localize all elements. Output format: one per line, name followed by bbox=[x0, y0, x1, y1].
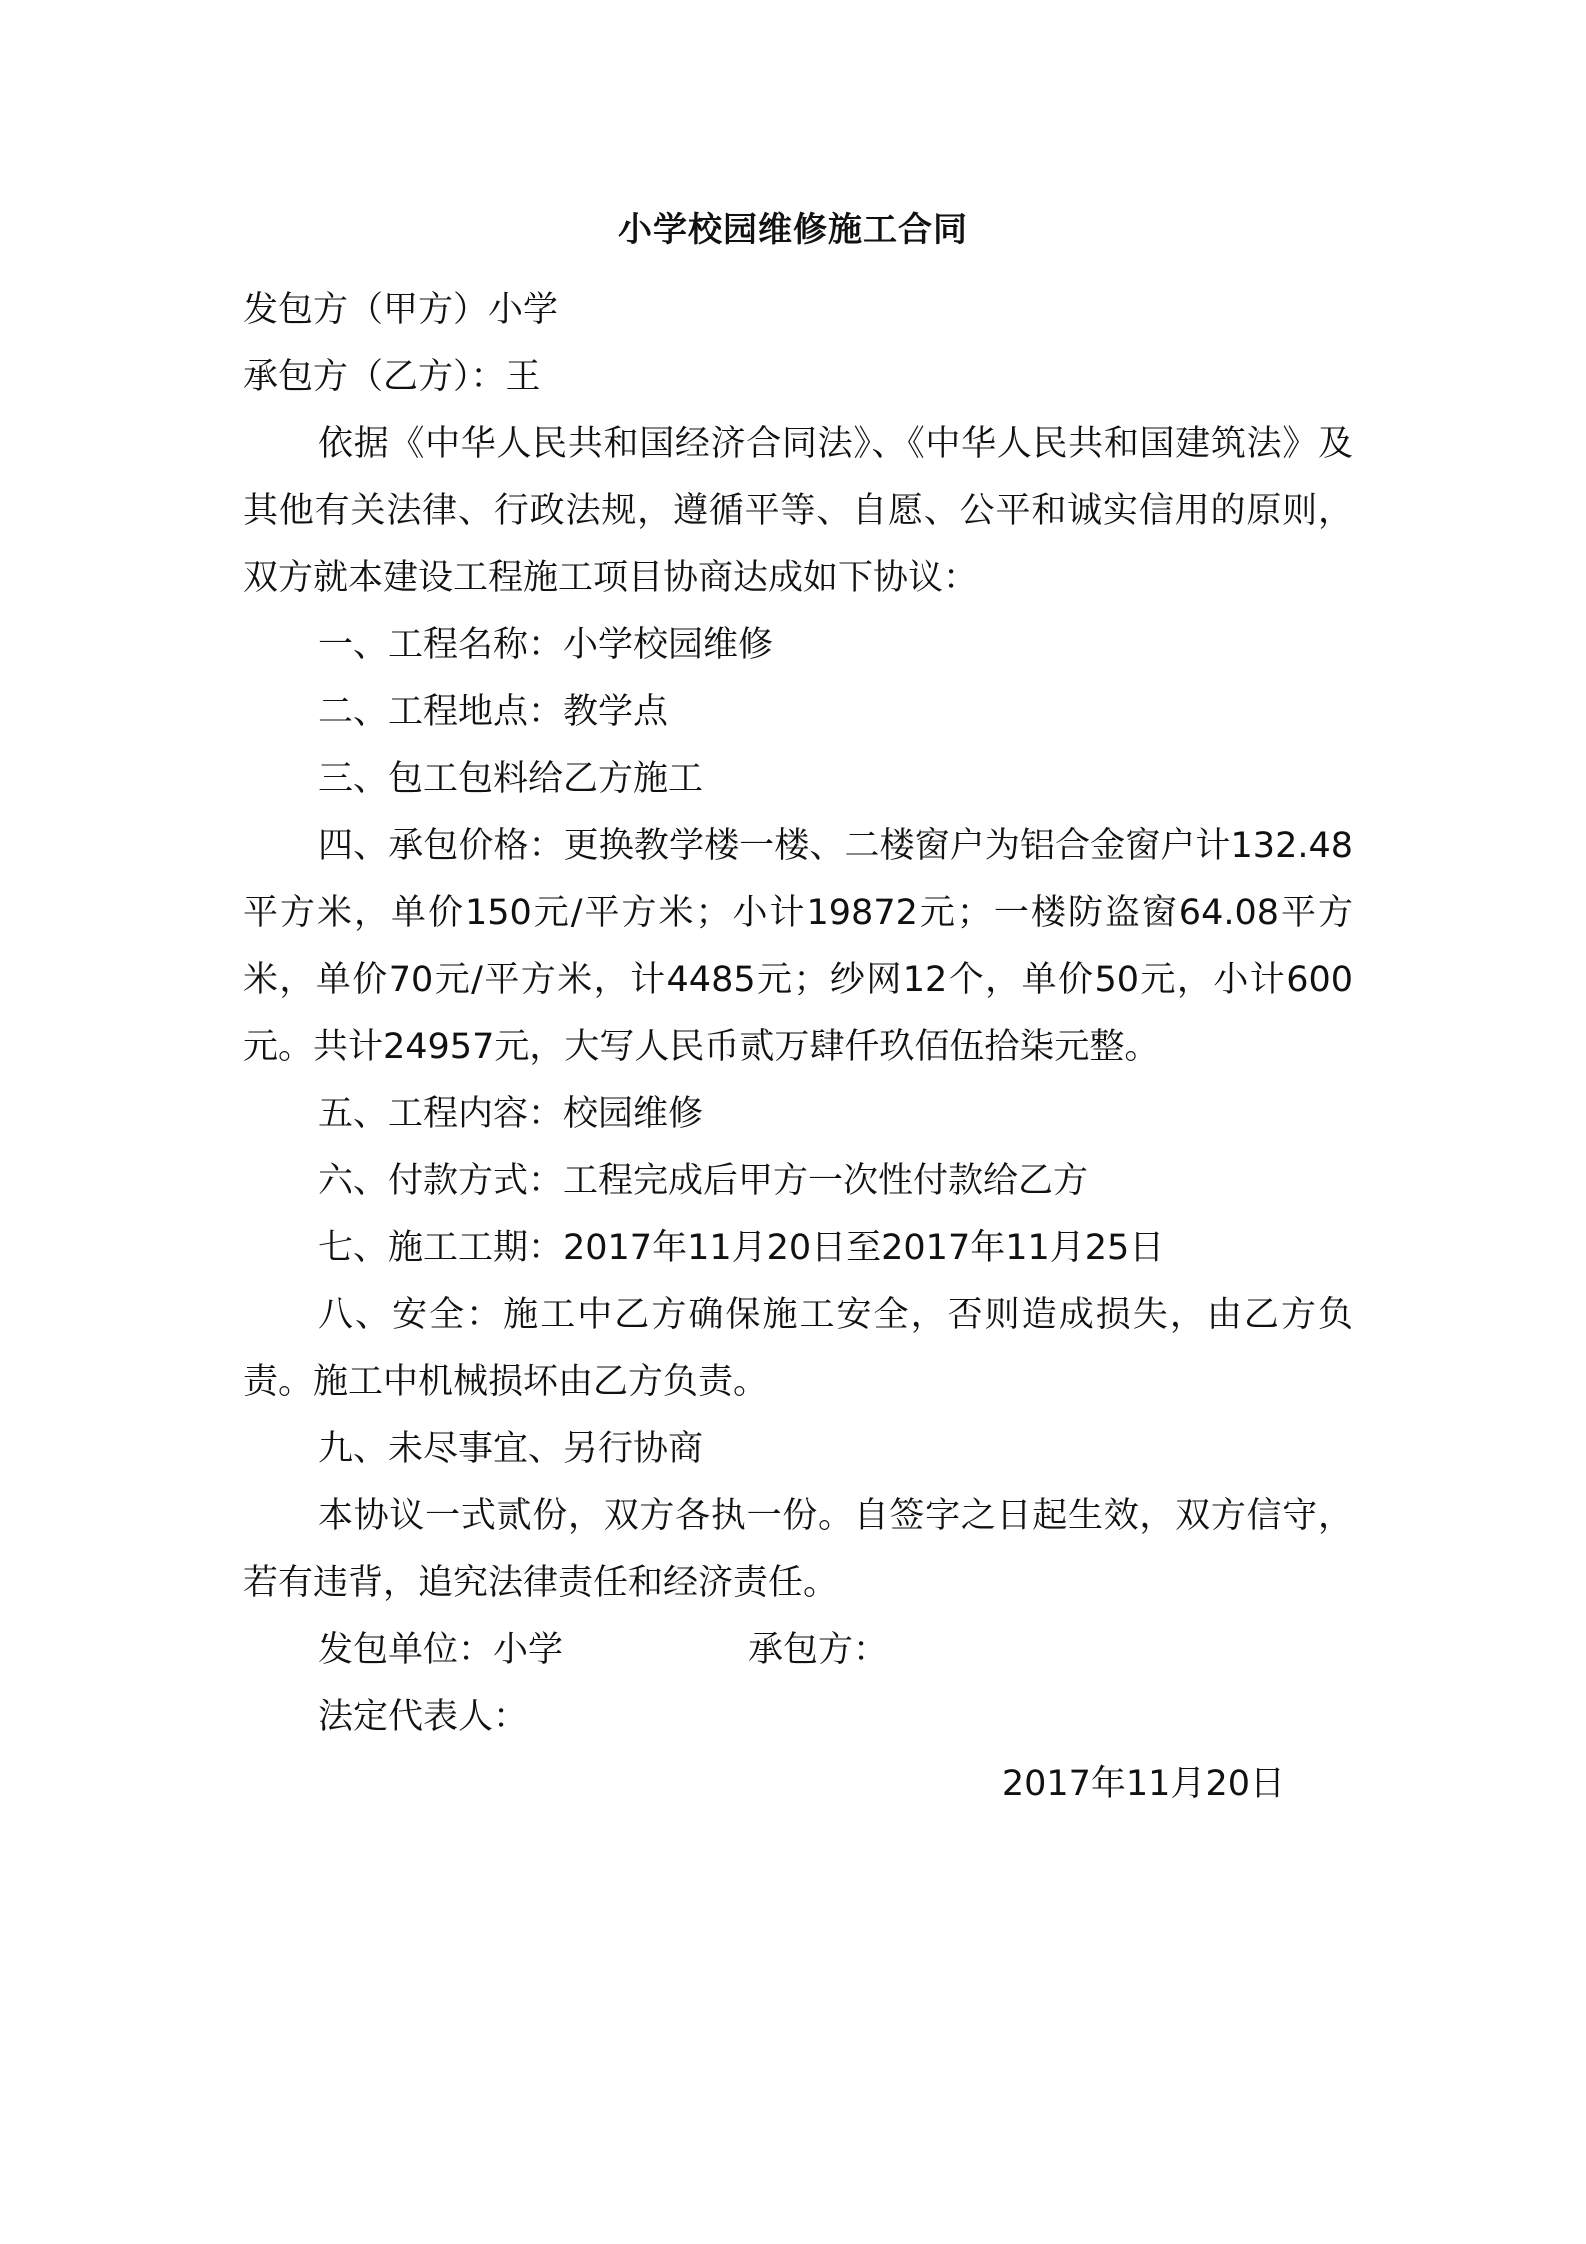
clause-1: 一、工程名称：小学校园维修 bbox=[318, 625, 774, 665]
issuer-signature: 发包单位：小学 bbox=[318, 1630, 564, 1670]
clause-2: 二、工程地点：教学点 bbox=[318, 692, 669, 732]
clause-8: 八、安全：施工中乙方确保施工安全，否则造成损失，由乙方负责。施工中机械损坏由乙方负责。 bbox=[243, 1295, 1353, 1402]
clause-5: 五、工程内容：校园维修 bbox=[318, 1094, 704, 1134]
contractor-signature: 承包方： bbox=[748, 1630, 889, 1670]
clause-4: 四、承包价格：更换教学楼一楼、二楼窗户为铝合金窗户计132.48平方米，单价150元/平方米；小计19872元；一楼防盗窗64.08平方米，单价70元/平方米，计4485元；纱网12个，单价50元，小计600元。共计24957元，大写人民币贰万肆仟玖佰伍拾柒元整。 bbox=[243, 826, 1353, 1067]
closing-paragraph: 本协议一式贰份，双方各执一份。自签字之日起生效，双方信守，若有违背，追究法律责任和经济责任。 bbox=[243, 1496, 1353, 1603]
clause-7: 七、施工工期：2017年11月20日至2017年11月25日 bbox=[318, 1228, 1165, 1268]
preamble-paragraph: 依据《中华人民共和国经济合同法》、《中华人民共和国建筑法》及其他有关法律、行政法规，遵循平等、自愿、公平和诚实信用的原则，双方就本建设工程施工项目协商达成如下协议： bbox=[243, 424, 1353, 598]
document-title: 小学校园维修施工合同 bbox=[618, 210, 968, 250]
legal-representative: 法定代表人： bbox=[318, 1697, 529, 1737]
signature-row bbox=[243, 1617, 1353, 1684]
clause-6: 六、付款方式：工程完成后甲方一次性付款给乙方 bbox=[318, 1161, 1089, 1201]
signing-date: 2017年11月20日 bbox=[1001, 1764, 1285, 1804]
party-b-line: 承包方（乙方）：王 bbox=[243, 357, 541, 397]
document-body bbox=[243, 277, 1353, 1818]
clause-3: 三、包工包料给乙方施工 bbox=[318, 759, 704, 799]
clause-9: 九、未尽事宜、另行协商 bbox=[318, 1429, 704, 1469]
party-a-line: 发包方（甲方）小学 bbox=[243, 290, 559, 330]
